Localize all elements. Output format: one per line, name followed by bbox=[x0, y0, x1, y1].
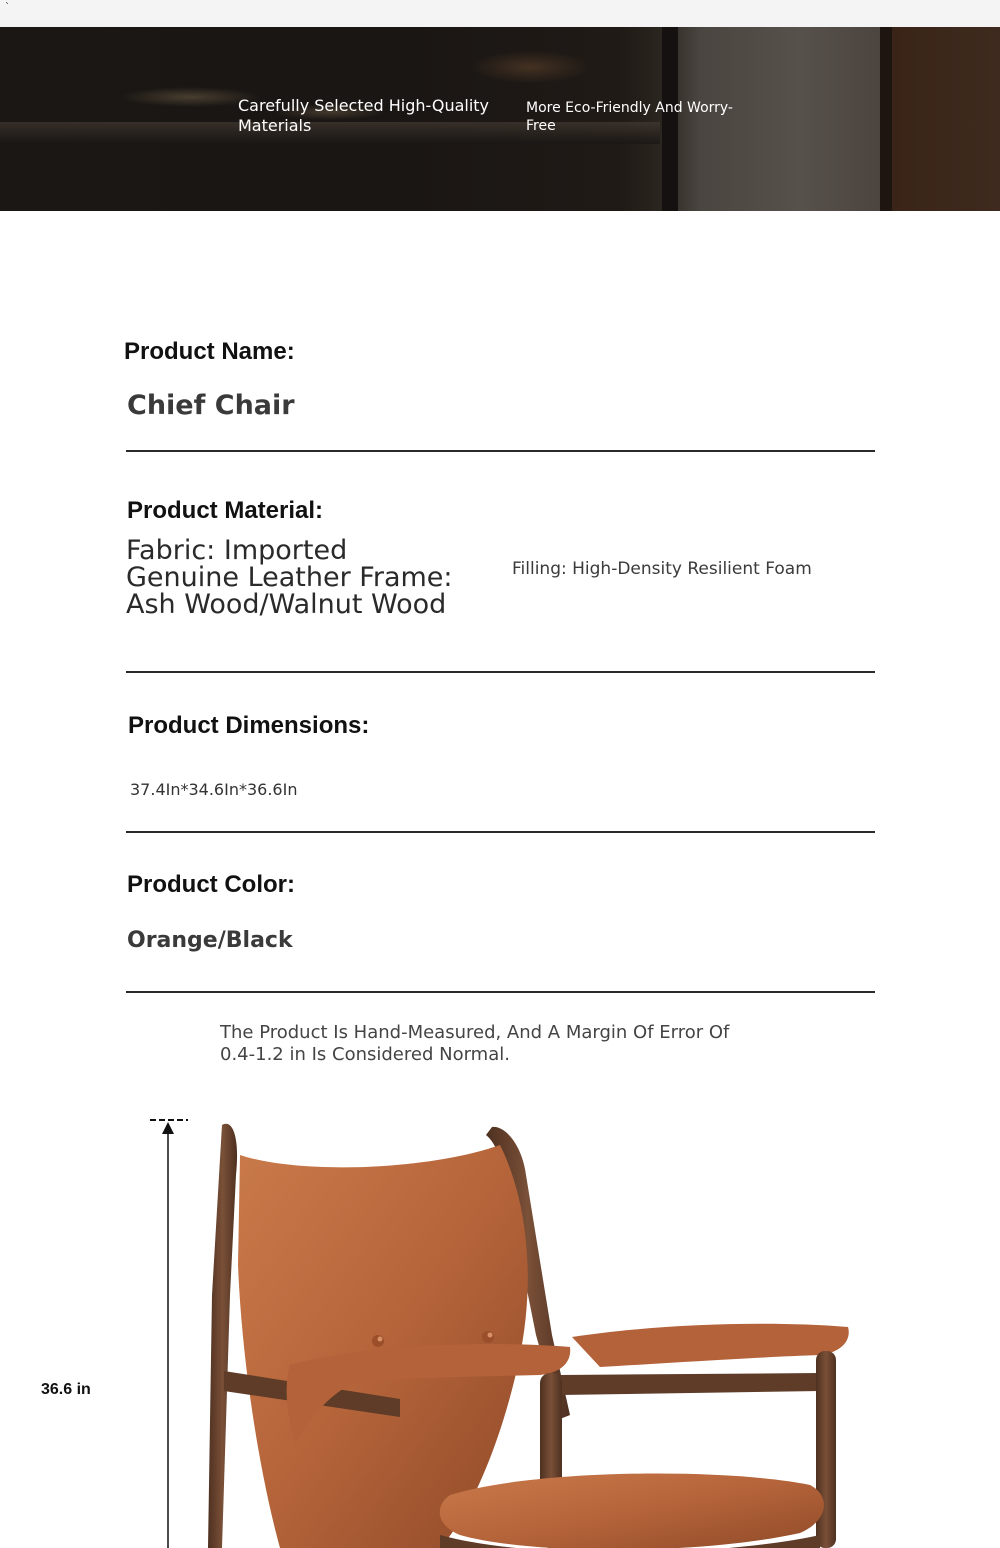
chair-image bbox=[200, 1115, 860, 1548]
height-dimension-arrow bbox=[0, 1100, 200, 1548]
product-filling-value: Filling: High-Density Resilient Foam bbox=[512, 559, 812, 579]
divider-1 bbox=[126, 450, 875, 452]
hero-caption-materials: Carefully Selected High-Quality Materials bbox=[238, 96, 490, 135]
top-strip bbox=[0, 0, 1000, 28]
product-color-value: Orange/Black bbox=[127, 928, 293, 953]
divider-3 bbox=[126, 831, 875, 833]
product-name-value: Chief Chair bbox=[127, 390, 295, 421]
product-dimensions-label: Product Dimensions: bbox=[128, 712, 370, 739]
product-material-value: Fabric: Imported Genuine Leather Frame: Ash Wood/Walnut Wood bbox=[126, 535, 453, 620]
product-dimensions-value: 37.4In*34.6In*36.6In bbox=[130, 780, 298, 799]
hero-caption-eco: More Eco-Friendly And Worry-Free bbox=[526, 100, 733, 134]
height-dimension-label: 36.6 in bbox=[41, 1381, 91, 1398]
divider-4 bbox=[126, 991, 875, 993]
hero-banner bbox=[0, 27, 1000, 211]
product-color-label: Product Color: bbox=[127, 871, 295, 898]
product-material-label: Product Material: bbox=[127, 497, 324, 524]
measurement-note: The Product Is Hand-Measured, And A Margin Of Error Of 0.4-1.2 in Is Considered Normal. bbox=[220, 1022, 730, 1065]
product-name-label: Product Name: bbox=[124, 338, 295, 365]
hero-door bbox=[880, 27, 892, 211]
divider-2 bbox=[126, 671, 875, 673]
tick-mark: ` bbox=[5, 2, 10, 13]
